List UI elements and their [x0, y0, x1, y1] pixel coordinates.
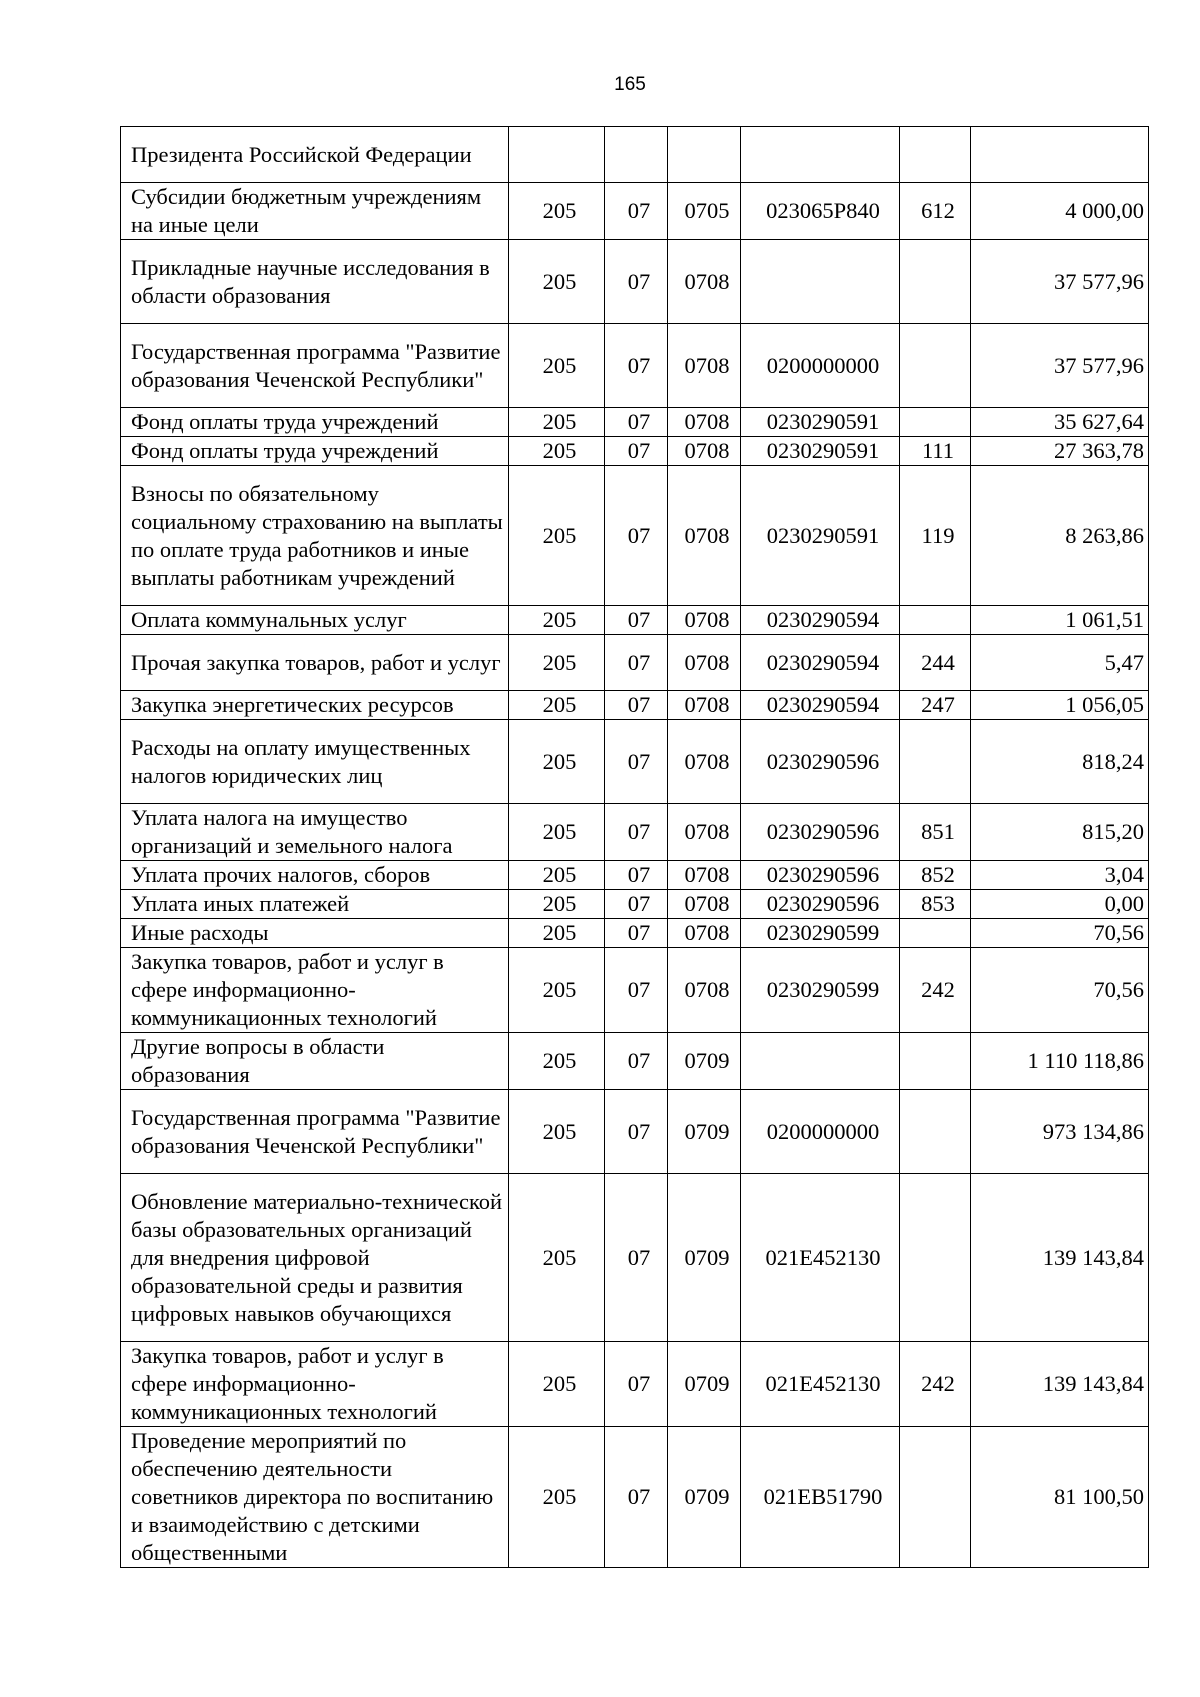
row-amount: 70,56 [971, 948, 1149, 1033]
row-target-article-code: 0230290596 [741, 804, 900, 861]
table-row [121, 804, 1149, 861]
row-ved-code: 205 [509, 606, 605, 635]
row-subsection-code: 0708 [668, 919, 741, 948]
row-amount: 818,24 [971, 720, 1149, 804]
row-section-code: 07 [605, 691, 668, 720]
row-expense-type-code [900, 606, 971, 635]
row-expense-type-code: 853 [900, 890, 971, 919]
table-row [121, 691, 1149, 720]
row-target-article-code: 021ЕВ51790 [741, 1427, 900, 1568]
row-ved-code: 205 [509, 1090, 605, 1174]
row-target-article-code: 021Е452130 [741, 1174, 900, 1342]
row-expense-type-code: 242 [900, 948, 971, 1033]
row-amount: 1 061,51 [971, 606, 1149, 635]
row-expense-type-code: 612 [900, 183, 971, 240]
row-name: Проведение мероприятий по обеспечению деятельности советников директора по воспитанию и взаимодействию с детскими общественными [121, 1427, 509, 1568]
row-target-article-code: 021Е452130 [741, 1342, 900, 1427]
page-number: 165 [614, 74, 646, 95]
row-amount: 8 263,86 [971, 466, 1149, 606]
table-row [121, 635, 1149, 691]
row-subsection-code: 0709 [668, 1342, 741, 1427]
row-section-code: 07 [605, 240, 668, 324]
row-ved-code: 205 [509, 466, 605, 606]
row-name: Оплата коммунальных услуг [121, 606, 509, 635]
row-target-article-code: 023065Р840 [741, 183, 900, 240]
budget-table [120, 126, 1149, 1568]
row-expense-type-code: 852 [900, 861, 971, 890]
row-amount: 5,47 [971, 635, 1149, 691]
row-ved-code: 205 [509, 240, 605, 324]
row-target-article-code: 0200000000 [741, 324, 900, 408]
row-subsection-code: 0708 [668, 720, 741, 804]
row-name: Государственная программа "Развитие образования Чеченской Республики" [121, 1090, 509, 1174]
table-row [121, 606, 1149, 635]
row-name: Закупка товаров, работ и услуг в сфере информационно-коммуникационных технологий [121, 1342, 509, 1427]
row-expense-type-code: 242 [900, 1342, 971, 1427]
row-name: Уплата налога на имущество организаций и земельного налога [121, 804, 509, 861]
table-row [121, 408, 1149, 437]
table-row [121, 1427, 1149, 1568]
table-row [121, 1342, 1149, 1427]
row-subsection-code: 0708 [668, 861, 741, 890]
row-subsection-code: 0708 [668, 240, 741, 324]
row-expense-type-code [900, 919, 971, 948]
table-row [121, 1174, 1149, 1342]
row-name: Прочая закупка товаров, работ и услуг [121, 635, 509, 691]
row-amount: 1 110 118,86 [971, 1033, 1149, 1090]
row-expense-type-code [900, 1033, 971, 1090]
row-ved-code: 205 [509, 1174, 605, 1342]
row-target-article-code: 0230290594 [741, 691, 900, 720]
row-section-code: 07 [605, 1342, 668, 1427]
row-expense-type-code [900, 1090, 971, 1174]
row-section-code: 07 [605, 861, 668, 890]
row-amount: 70,56 [971, 919, 1149, 948]
row-expense-type-code: 119 [900, 466, 971, 606]
row-amount: 139 143,84 [971, 1174, 1149, 1342]
row-section-code: 07 [605, 948, 668, 1033]
row-section-code: 07 [605, 890, 668, 919]
row-name: Расходы на оплату имущественных налогов юридических лиц [121, 720, 509, 804]
row-amount: 27 363,78 [971, 437, 1149, 466]
row-section-code: 07 [605, 1033, 668, 1090]
row-name: Уплата иных платежей [121, 890, 509, 919]
row-ved-code: 205 [509, 183, 605, 240]
row-amount: 37 577,96 [971, 324, 1149, 408]
row-expense-type-code: 851 [900, 804, 971, 861]
row-expense-type-code [900, 324, 971, 408]
row-ved-code: 205 [509, 1427, 605, 1568]
row-name: Иные расходы [121, 919, 509, 948]
table-row [121, 183, 1149, 240]
row-expense-type-code: 247 [900, 691, 971, 720]
row-name: Закупка товаров, работ и услуг в сфере информационно-коммуникационных технологий [121, 948, 509, 1033]
row-subsection-code: 0708 [668, 948, 741, 1033]
row-amount: 35 627,64 [971, 408, 1149, 437]
row-ved-code: 205 [509, 635, 605, 691]
row-ved-code: 205 [509, 691, 605, 720]
row-amount: 1 056,05 [971, 691, 1149, 720]
row-amount: 3,04 [971, 861, 1149, 890]
row-ved-code: 205 [509, 948, 605, 1033]
row-target-article-code: 0230290594 [741, 606, 900, 635]
row-subsection-code: 0708 [668, 408, 741, 437]
row-expense-type-code: 111 [900, 437, 971, 466]
row-subsection-code: 0708 [668, 466, 741, 606]
row-subsection-code: 0709 [668, 1090, 741, 1174]
row-name: Президента Российской Федерации [121, 127, 509, 183]
table-row [121, 437, 1149, 466]
table-row [121, 919, 1149, 948]
row-section-code: 07 [605, 1174, 668, 1342]
row-target-article-code [741, 240, 900, 324]
row-subsection-code: 0708 [668, 804, 741, 861]
row-ved-code: 205 [509, 408, 605, 437]
row-subsection-code: 0708 [668, 635, 741, 691]
row-ved-code: 205 [509, 324, 605, 408]
row-ved-code: 205 [509, 861, 605, 890]
table-row [121, 890, 1149, 919]
table-row [121, 240, 1149, 324]
row-target-article-code: 0230290599 [741, 948, 900, 1033]
row-ved-code: 205 [509, 1033, 605, 1090]
row-section-code: 07 [605, 804, 668, 861]
row-ved-code: 205 [509, 804, 605, 861]
row-target-article-code: 0230290599 [741, 919, 900, 948]
row-ved-code: 205 [509, 890, 605, 919]
table-row [121, 948, 1149, 1033]
row-subsection-code: 0708 [668, 606, 741, 635]
row-section-code: 07 [605, 466, 668, 606]
row-name: Субсидии бюджетным учреждениям на иные цели [121, 183, 509, 240]
row-expense-type-code [900, 127, 971, 183]
row-section-code: 07 [605, 437, 668, 466]
table-row [121, 1090, 1149, 1174]
row-expense-type-code [900, 1174, 971, 1342]
row-target-article-code: 0230290591 [741, 408, 900, 437]
row-ved-code: 205 [509, 1342, 605, 1427]
row-name: Обновление материально-технической базы образовательных организаций для внедрения цифровой образовательной среды и развития цифровых навыков обучающихся [121, 1174, 509, 1342]
row-subsection-code: 0709 [668, 1033, 741, 1090]
row-section-code [605, 127, 668, 183]
row-amount: 81 100,50 [971, 1427, 1149, 1568]
row-amount: 4 000,00 [971, 183, 1149, 240]
row-ved-code [509, 127, 605, 183]
row-section-code: 07 [605, 183, 668, 240]
row-name: Государственная программа "Развитие образования Чеченской Республики" [121, 324, 509, 408]
row-target-article-code: 0230290596 [741, 890, 900, 919]
row-expense-type-code [900, 408, 971, 437]
row-subsection-code: 0708 [668, 890, 741, 919]
row-name: Уплата прочих налогов, сборов [121, 861, 509, 890]
row-target-article-code: 0230290596 [741, 720, 900, 804]
row-subsection-code: 0708 [668, 324, 741, 408]
row-amount: 973 134,86 [971, 1090, 1149, 1174]
row-target-article-code [741, 127, 900, 183]
table-row [121, 466, 1149, 606]
row-amount: 37 577,96 [971, 240, 1149, 324]
table-row [121, 1033, 1149, 1090]
row-amount: 139 143,84 [971, 1342, 1149, 1427]
row-expense-type-code [900, 240, 971, 324]
row-expense-type-code [900, 1427, 971, 1568]
table-row [121, 324, 1149, 408]
row-target-article-code: 0230290596 [741, 861, 900, 890]
row-amount: 0,00 [971, 890, 1149, 919]
row-ved-code: 205 [509, 720, 605, 804]
row-name: Фонд оплаты труда учреждений [121, 437, 509, 466]
row-amount [971, 127, 1149, 183]
row-expense-type-code: 244 [900, 635, 971, 691]
row-target-article-code: 0230290594 [741, 635, 900, 691]
row-name: Другие вопросы в области образования [121, 1033, 509, 1090]
row-section-code: 07 [605, 919, 668, 948]
row-expense-type-code [900, 720, 971, 804]
table-row [121, 861, 1149, 890]
table-body [121, 127, 1149, 1568]
row-name: Фонд оплаты труда учреждений [121, 408, 509, 437]
row-target-article-code: 0230290591 [741, 466, 900, 606]
row-amount: 815,20 [971, 804, 1149, 861]
row-subsection-code: 0709 [668, 1427, 741, 1568]
row-section-code: 07 [605, 1090, 668, 1174]
row-name: Взносы по обязательному социальному страхованию на выплаты по оплате труда работников и иные выплаты работникам учреждений [121, 466, 509, 606]
table-row [121, 127, 1149, 183]
row-subsection-code [668, 127, 741, 183]
row-section-code: 07 [605, 324, 668, 408]
row-subsection-code: 0705 [668, 183, 741, 240]
row-section-code: 07 [605, 606, 668, 635]
row-section-code: 07 [605, 408, 668, 437]
table-row [121, 720, 1149, 804]
row-name: Закупка энергетических ресурсов [121, 691, 509, 720]
row-ved-code: 205 [509, 919, 605, 948]
row-ved-code: 205 [509, 437, 605, 466]
row-name: Прикладные научные исследования в области образования [121, 240, 509, 324]
row-subsection-code: 0709 [668, 1174, 741, 1342]
row-target-article-code [741, 1033, 900, 1090]
row-target-article-code: 0200000000 [741, 1090, 900, 1174]
row-subsection-code: 0708 [668, 437, 741, 466]
row-subsection-code: 0708 [668, 691, 741, 720]
row-section-code: 07 [605, 1427, 668, 1568]
row-section-code: 07 [605, 720, 668, 804]
row-section-code: 07 [605, 635, 668, 691]
row-target-article-code: 0230290591 [741, 437, 900, 466]
